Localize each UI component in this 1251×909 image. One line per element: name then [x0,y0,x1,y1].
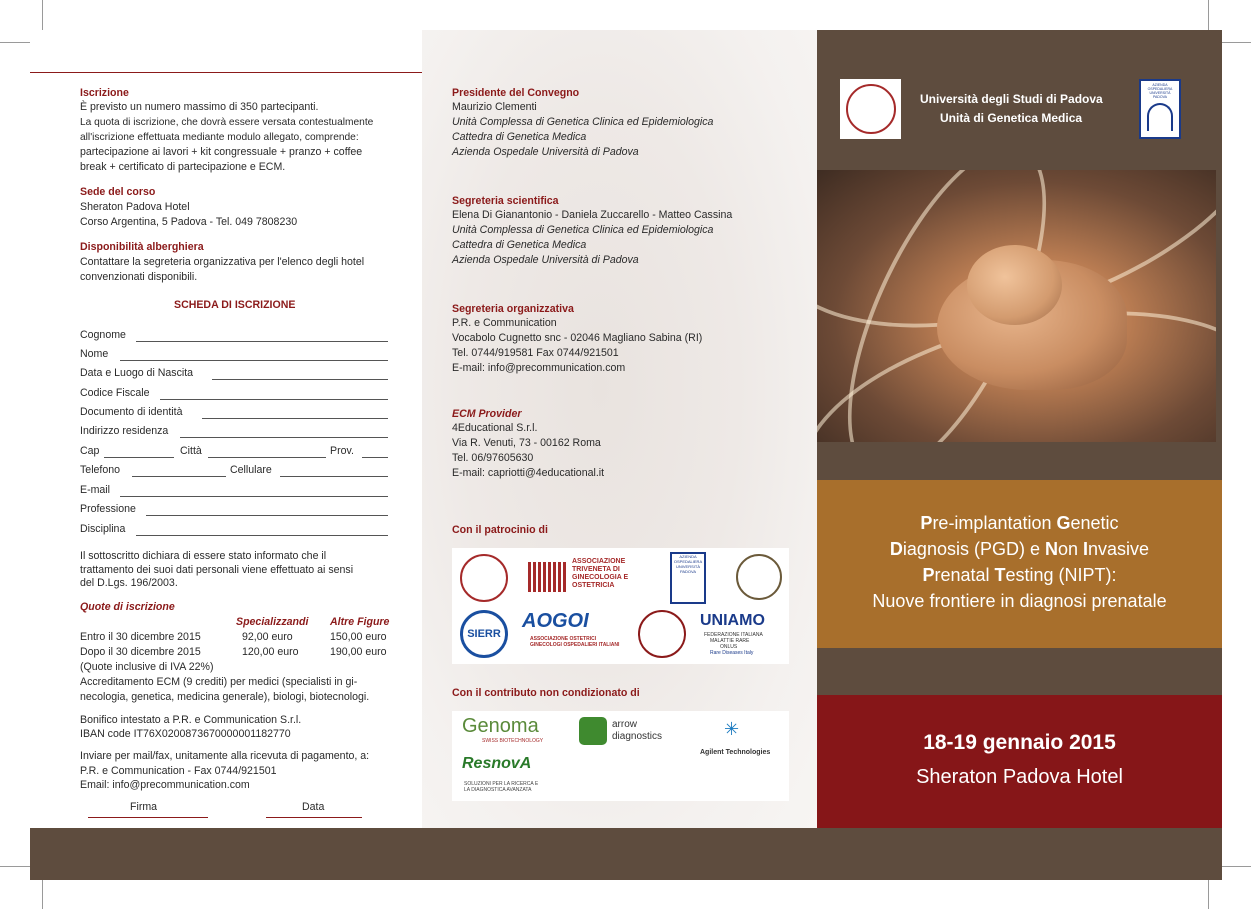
scientifica-affiliation: Azienda Ospedale Università di Padova [452,254,639,266]
sede-text: Corso Argentina, 5 Padova - Tel. 049 7808230 [80,216,298,228]
unipd-logo [840,79,901,139]
field-email[interactable] [80,483,388,499]
field-line[interactable] [280,476,388,477]
bonifico-text: Bonifico intestato a P.R. e Communication S.r.l. [80,714,302,726]
firma-line[interactable] [88,817,208,818]
iscrizione-text: break + certificato di partecipazione e ECM. [80,161,286,173]
field-label: Cellulare [230,464,272,476]
scientifica-affiliation: Cattedra di Genetica Medica [452,239,587,251]
resnova-subtitle: SOLUZIONI PER LA RICERCA E [464,781,539,787]
invio-text: P.R. e Communication - Fax 0744/921501 [80,765,277,777]
hero-photo-baby-dna [817,170,1216,442]
university-name: Università degli Studi di Padova [920,92,1103,106]
resnova-logo: ResnovA [462,755,532,772]
triveneta-logo-icon [528,562,568,592]
field-line[interactable] [212,379,388,380]
contributo-logos [452,711,789,801]
field-label: Codice Fiscale [80,387,150,399]
crop-mark [1221,866,1251,867]
title-panel [817,480,1222,648]
field-disciplina[interactable] [80,522,388,538]
disponibilita-text: convenzionati disponibili. [80,271,198,283]
uniamo-subtitle: MALATTIE RARE [710,638,750,644]
association-seal-icon [638,610,686,658]
uniamo-subtitle: Rare Diseases Italy [710,650,754,656]
patrocinio-title: Con il patrocinio di [452,524,548,536]
quote-iva: (Quote inclusive di IVA 22%) [80,661,214,673]
field-line[interactable] [180,437,388,438]
presidente-affiliation: Unità Complessa di Genetica Clinica ed Epidemiologica [452,116,714,128]
provider-text: 4Educational S.r.l. [452,422,538,434]
crop-mark [0,866,30,867]
genoma-subtitle: SWISS BIOTECHNOLOGY [482,738,544,744]
resnova-subtitle: LA DIAGNOSTICA AVANZATA [464,787,532,793]
invio-text: Inviare per mail/fax, unitamente alla ricevuta di pagamento, a: [80,750,370,762]
azienda-ospedaliera-logo: AZIENDA OSPEDALIERA UNIVERSITÀ PADOVA [670,552,706,604]
arch-icon [1147,103,1173,131]
azienda-logo-text: AZIENDA OSPEDALIERA UNIVERSITÀ PADOVA [1147,83,1173,99]
field-label: Telefono [80,464,121,476]
family-association-logo-icon [736,554,782,600]
privacy-text: Il sottoscritto dichiara di essere stato informato che il [80,550,327,562]
field-label: Prov. [330,445,354,457]
bonifico-iban: IBAN code IT76X0200873670000001182770 [80,728,291,740]
field-codice-fiscale[interactable] [80,386,388,402]
crop-mark [42,879,43,909]
scheda-title: SCHEDA DI ISCRIZIONE [174,299,296,311]
ecm-text: necologia, genetica, medicina generale), biologi, biotecnologi. [80,691,370,703]
organizzativa-title: Segreteria organizzativa [452,303,574,315]
organizzativa-text: P.R. e Communication [452,317,557,329]
event-subtitle: Nuove frontiere in diagnosi prenatale [872,591,1167,611]
provider-text: Via R. Venuti, 73 - 00162 Roma [452,437,601,449]
field-line[interactable] [136,535,388,536]
footer-band [30,828,1222,880]
organizzativa-text: Tel. 0744/919581 Fax 0744/921501 [452,347,619,359]
department-name: Unità di Genetica Medica [940,111,1083,125]
field-line[interactable] [136,341,388,342]
provider-title: ECM Provider [452,408,522,420]
field-label: Data e Luogo di Nascita [80,367,194,379]
field-line[interactable] [202,418,388,419]
quote-title: Quote di iscrizione [80,601,175,613]
genoma-logo: Genoma [462,715,539,737]
aogoi-subtitle: ASSOCIAZIONE OSTETRICI GINECOLOGI OSPEDALIERI ITALIANI [530,636,620,648]
contributo-title: Con il contributo non condizionato di [452,687,640,699]
field-professione[interactable] [80,502,388,518]
field-label: Disciplina [80,523,126,535]
field-label: Città [180,445,202,457]
quote-value: 190,00 euro [330,646,387,658]
data-label: Data [302,801,325,813]
arrow-logo-text: arrow [612,719,638,730]
field-data-luogo[interactable] [80,366,388,382]
arrow-diagnostics-logo-icon [579,717,607,745]
provider-email[interactable]: E-mail: capriotti@4educational.it [452,467,605,479]
unipd-seal-icon [846,84,896,134]
crop-mark [1208,0,1209,30]
presidente-affiliation: Cattedra di Genetica Medica [452,131,587,143]
field-line[interactable] [120,496,388,497]
baby-head-shape [967,245,1062,325]
uniamo-subtitle: FEDERAZIONE ITALIANA [704,632,763,638]
field-label: Documento di identità [80,406,183,418]
crop-mark [1221,42,1251,43]
sierr-logo: SIERR [460,610,508,658]
quote-row-label: Entro il 30 dicembre 2015 [80,631,201,643]
quote-value: 150,00 euro [330,631,387,643]
field-line[interactable] [362,457,388,458]
ecm-text: Accreditamento ECM (9 crediti) per medici (specialisti in gi- [80,676,358,688]
event-title-line: Pre-implantation Genetic [920,513,1119,533]
field-line[interactable] [208,457,326,458]
field-line[interactable] [146,515,388,516]
field-label: E-mail [80,484,111,496]
field-line[interactable] [160,399,388,400]
field-label: Professione [80,503,136,515]
event-title-line: Prenatal Testing (NIPT): [922,565,1117,585]
field-label: Cognome [80,329,126,341]
scientifica-names: Elena Di Gianantonio - Daniela Zuccarello - Matteo Cassina [452,209,733,221]
field-line[interactable] [120,360,388,361]
field-line[interactable] [104,457,174,458]
field-cap-citta-prov[interactable] [80,444,388,460]
data-line[interactable] [266,817,362,818]
iscrizione-title: Iscrizione [80,87,129,99]
field-label: Indirizzo residenza [80,425,169,437]
sede-title: Sede del corso [80,186,156,198]
field-telefono-cellulare[interactable] [80,463,388,479]
azienda-ospedaliera-logo [1139,79,1181,139]
uniamo-logo: UNIAMO [700,612,765,629]
organizzativa-text: Vocabolo Cugnetto snc - 02046 Magliano Sabina (RI) [452,332,703,344]
event-date: 18-19 gennaio 2015 [923,731,1116,754]
disponibilita-text: Contattare la segreteria organizzativa per l'elenco degli hotel [80,256,365,268]
scientifica-affiliation: Unità Complessa di Genetica Clinica ed Epidemiologica [452,224,714,236]
quote-value: 92,00 euro [242,631,293,643]
unipd-seal-icon [460,554,508,602]
quote-row-label: Dopo il 30 dicembre 2015 [80,646,201,658]
top-rule [30,72,422,73]
organizzativa-email[interactable]: E-mail: info@precommunication.com [452,362,626,374]
field-indirizzo[interactable] [80,424,388,440]
presidente-title: Presidente del Convegno [452,87,580,99]
iscrizione-text: all'iscrizione effettuata mediante modulo allegato, comprende: [80,132,359,143]
crop-mark [0,42,30,43]
field-cognome[interactable] [80,328,388,344]
event-title [817,510,1222,614]
date-panel [817,695,1222,828]
quote-col-header: Altre Figure [330,616,390,628]
iscrizione-text: È previsto un numero massimo di 350 partecipanti. [80,101,319,113]
iscrizione-text: La quota di iscrizione, che dovrà essere versata contestualmente [80,117,374,128]
field-nome[interactable] [80,347,388,363]
field-label: Nome [80,348,109,360]
crop-mark [42,0,43,30]
invio-text: Email: info@precommunication.com [80,779,250,791]
privacy-text: trattamento dei suoi dati personali viene effettuato ai sensi [80,564,354,576]
firma-label: Firma [130,801,158,813]
privacy-text: del D.Lgs. 196/2003. [80,577,178,589]
agilent-logo-text: Agilent Technologies [700,749,771,756]
presidente-affiliation: Azienda Ospedale Università di Padova [452,146,639,158]
field-line[interactable] [132,476,226,477]
field-label: Cap [80,445,100,457]
crop-mark [1208,879,1209,909]
event-title-line: Diagnosis (PGD) e Non Invasive [889,539,1150,559]
presidente-name: Maurizio Clementi [452,101,537,113]
sede-text: Sheraton Padova Hotel [80,201,190,213]
uniamo-subtitle: ONLUS [720,644,738,650]
quote-value: 120,00 euro [242,646,299,658]
agilent-spark-icon: ✳ [724,719,740,739]
event-venue: Sheraton Padova Hotel [916,766,1123,788]
patrocinio-logos [452,548,789,664]
iscrizione-text: partecipazione ai lavori + kit congressuale + pranzo + coffee [80,146,363,158]
scientifica-title: Segreteria scientifica [452,195,559,207]
field-documento[interactable] [80,405,388,421]
arrow-logo-text: diagnostics [612,731,663,742]
triveneta-logo-text: ASSOCIAZIONE TRIVENETA DI GINECOLOGIA E OSTETRICIA [572,558,629,589]
disponibilita-title: Disponibilità alberghiera [80,241,204,253]
aogoi-logo: AOGOI [522,610,589,632]
quote-col-header: Specializzandi [236,616,309,628]
provider-text: Tel. 06/97605630 [452,452,534,464]
